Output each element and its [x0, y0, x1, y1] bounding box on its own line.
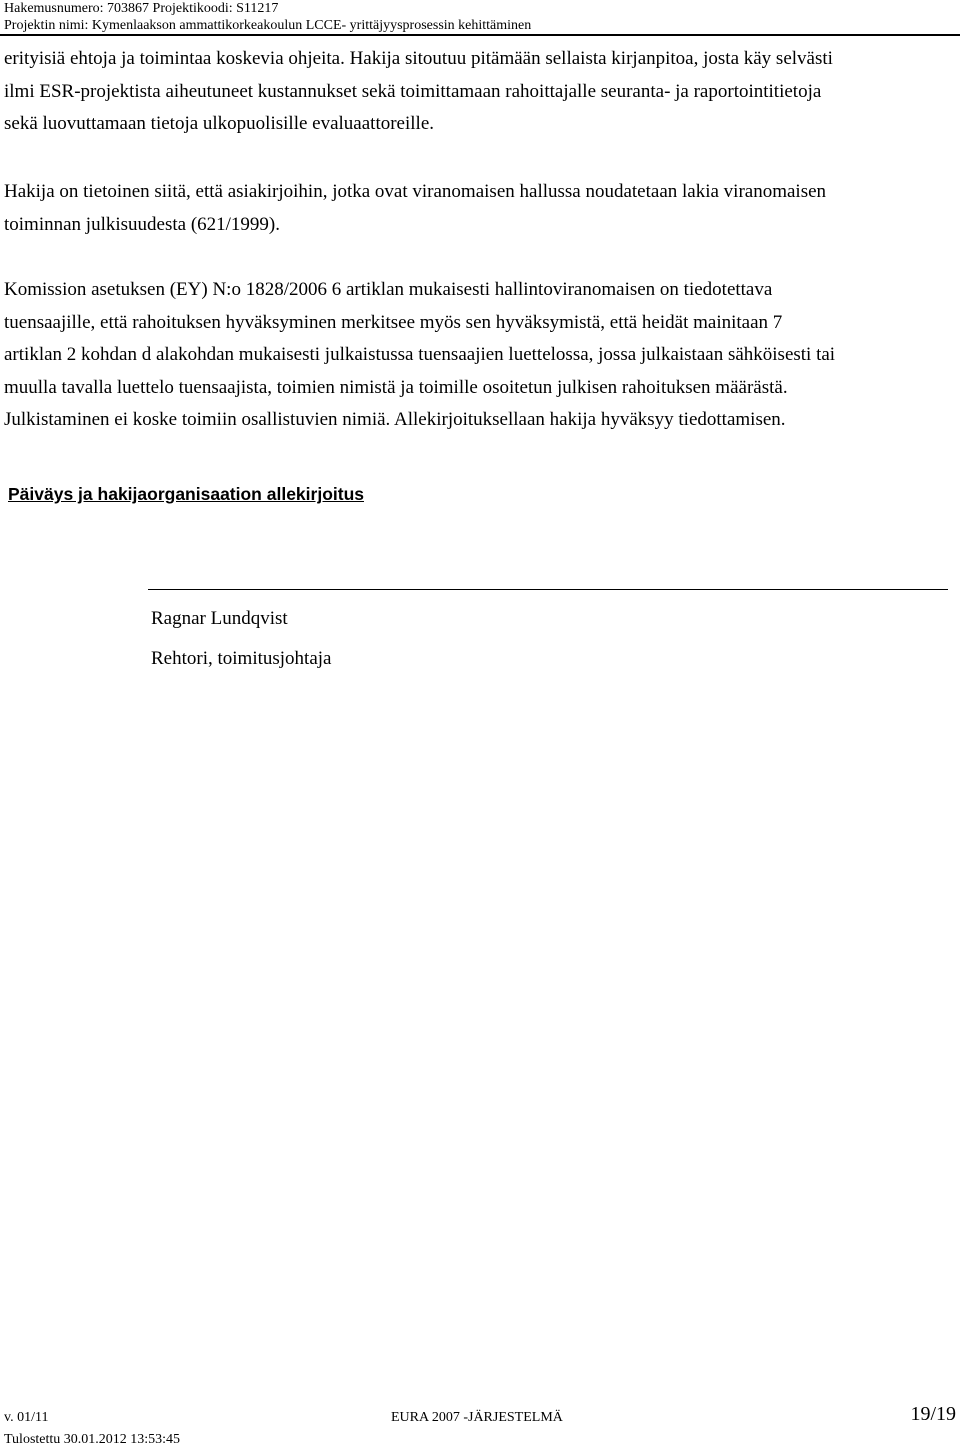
paragraph-commission-regulation	[4, 274, 960, 437]
text-line: Komission asetuksen (EY) N:o 1828/2006 6 artiklan mukaisesti hallintoviranomaisen on tiedotettava	[4, 279, 773, 300]
paragraph-publicity-act	[4, 176, 960, 241]
text-line: Julkistaminen ei koske toimiin osallistuvien nimiä. Allekirjoituksellaan hakija hyväksyy tiedottamisen.	[4, 409, 786, 431]
signature-line	[148, 589, 948, 590]
text-line: Hakija on tietoinen siitä, että asiakirjoihin, jotka ovat viranomaisen hallussa noudatetaan lakia viranomaisen	[4, 181, 827, 202]
text-line: tuensaajille, että rahoituksen hyväksyminen merkitsee myös sen hyväksymistä, että heidät mainitaan 7	[4, 311, 783, 333]
page-number: 19/19	[910, 1403, 956, 1425]
text-line: toiminnan julkisuudesta (621/1999).	[4, 213, 281, 235]
footer-version: v. 01/11	[4, 1410, 49, 1425]
signature-section-title: Päiväys ja hakijaorganisaation allekirjoitus	[8, 484, 364, 504]
text-line: sekä luovuttamaan tietoja ulkopuolisille evaluaattoreille.	[4, 113, 435, 135]
footer-system-name: EURA 2007 -JÄRJESTELMÄ	[391, 1410, 563, 1425]
text-line: artiklan 2 kohdan d alakohdan mukaisesti julkaistussa tuensaajien luettelossa, jossa julkaistaan sähköisesti tai	[4, 344, 836, 366]
signer-role: Rehtori, toimitusjohtaja	[151, 648, 332, 669]
text-line: ilmi ESR-projektista aiheutuneet kustannukset sekä toimittamaan rahoittajalle seuranta- ja raportointitietoja	[4, 80, 822, 102]
header-divider	[0, 34, 960, 36]
document-header	[4, 0, 531, 34]
text-line: erityisiä ehtoja ja toimintaa koskevia ohjeita. Hakija sitoutuu pitämään sellaista kirjanpitoa, josta käy selvästi	[4, 48, 833, 69]
signer-name: Ragnar Lundqvist	[151, 608, 288, 629]
text-line: muulla tavalla luettelo tuensaajista, toimien nimistä ja toimille osoitetun julkisen rahoituksen määrästä.	[4, 376, 788, 398]
print-timestamp: Tulostettu 30.01.2012 13:53:45	[4, 1432, 181, 1447]
project-name: Projektin nimi: Kymenlaakson ammattikorkeakoulun LCCE- yrittäjyysprosessin kehittäminen	[4, 18, 532, 33]
paragraph-accounting	[4, 43, 960, 141]
application-number: Hakemusnumero: 703867 Projektikoodi: S11217	[4, 1, 279, 16]
